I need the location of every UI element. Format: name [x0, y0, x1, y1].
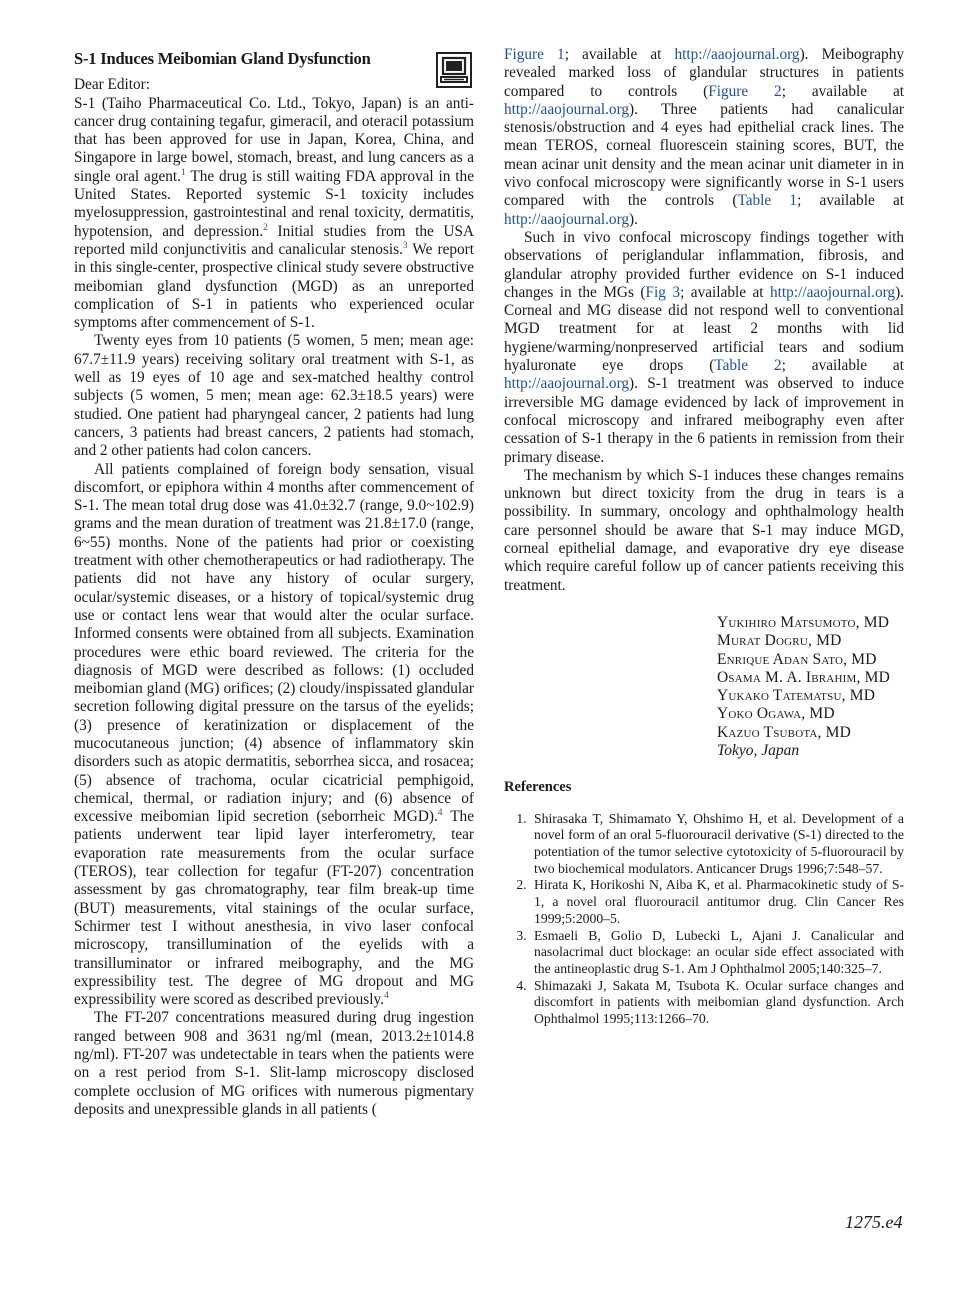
paragraph-4: The FT-207 concentrations measured during drug ingestion ranged between 908 and 3631 ng/ml (mean, 2013.2±1014.8 ng/ml). FT-207 was undetectable in tears when the patients were on a rest period from S-1. Slit-lamp microscopy disclosed complete occlusion of MG orifices with numerous pigmentary deposits and unexpressible glands in all patients (	[74, 1009, 474, 1118]
url-link-2[interactable]: http://aaojournal.org	[504, 100, 630, 118]
salutation: Dear Editor:	[74, 76, 151, 94]
references-heading: References	[504, 779, 572, 796]
table-1-link[interactable]: Table 1	[737, 192, 798, 210]
author-name: Yukihiro Matsumoto, MD	[717, 613, 890, 631]
article-title: S-1 Induces Meibomian Gland Dysfunction	[74, 49, 371, 68]
left-column	[74, 46, 474, 1119]
paragraph-4-continued: Figure 1; available at http://aaojournal.org). Meibography revealed marked loss of glandular structures in patients compared to controls (Figure 2; available at http://aaojournal.org). Three patients had canalicular stenosis/obstruction and 4 eyes had epithelial crack lines. The mean TEROS, corneal fluorescein staining scores, BUT, the mean acinar unit density and the mean acinar unit diameter in in vivo confocal microscopy were significantly worse in S-1 users compared with the controls (Table 1; available at http://aaojournal.org).	[504, 46, 904, 228]
right-column	[504, 46, 904, 1028]
citation-3[interactable]: 3	[402, 240, 408, 251]
author-name: Murat Dogru, MD	[717, 632, 842, 650]
figure-2-link[interactable]: Figure 2	[708, 82, 782, 100]
url-link-4[interactable]: http://aaojournal.org	[770, 283, 896, 301]
author-location: Tokyo, Japan	[717, 741, 800, 759]
figure-1-link[interactable]: Figure 1	[504, 46, 565, 63]
reference-item: 2. Hirata K, Horikoshi N, Aiba K, et al. Pharmacokinetic study of S-1, a novel oral fluorouracil antitumor drug. Clin Cancer Res 1999;5:2000–5.	[530, 877, 904, 927]
url-link-1[interactable]: http://aaojournal.org	[674, 46, 800, 63]
paragraph-3: All patients complained of foreign body sensation, visual discomfort, or epiphora within 4 months after commencement of S-1. The mean total drug dose was 41.0±32.7 (range, 9.0~102.9) grams and the mean duration of treatment was 21.8±17.0 (range, 6~55) months. None of the patients had prior or coexisting treatment with other chemotherapeutics or had radiotherapy. The patients did not have any history of ocular surgery, ocular/systemic diseases, or a history of topical/systemic drug use or contact lens wear that would alter the ocular surface. Informed consents were obtained from all subjects. Examination procedures were ethic board reviewed. The criteria for the diagnosis of MGD were described as follows: (1) occluded meibomian gland (MG) orifices; (2) cloudy/inspissated glandular secretion following digital pressure on the tarsus of the eyelids; (3) presence of keratinization or displacement of the mucocutaneous junction; (4) absence of inflammatory skin disorders such as atopic dermatitis, seborrhea sicca, and rosacea; (5) absence of trachoma, ocular cicatricial pemphigoid, chemical, thermal, or radiation injury; and (6) absence of excessive meibomian lipid secretion (seborrheic MGD).$^4$ The patients underwent tear lipid layer interferometry, tear evaporation rate measurements from the ocular surface (TEROS), tear collection for tegafur (FT-207) concentration assessment by gas chromatography, tear film break-up time (BUT) measurements, vital stainings of the ocular surface, Schirmer test I without anesthesia, in vivo laser confocal microscopy, transillumination of the eyelids with a transilluminator or infrared meibography, and the MG expressibility test. The degree of MG dropout and MG expressibility were scored as described previously.$^4$	[74, 460, 474, 1009]
author-name: Osama M. A. Ibrahim, MD	[717, 668, 890, 686]
reference-item: 1. Shirasaka T, Shimamato Y, Ohshimo H, et al. Development of a novel form of an oral 5-fluorouracil derivative (S-1) directed to the potentiation of the tumor selective cytotoxicity of 5-fluorouracil by two biochemical modulators. Anticancer Drugs 1996;7:548–57.	[530, 811, 904, 878]
paragraph-6: The mechanism by which S-1 induces these changes remains unknown but direct toxicity from the drug in tears is a possibility. In summary, oncology and ophthalmology health care personnel should be aware that S-1 may induce MGD, corneal epithelial damage, and evaporative dry eye disease which require careful follow up of cancer patients receiving this treatment.	[504, 466, 904, 594]
reference-item: 4. Shimazaki J, Sakata M, Tsubota K. Ocular surface changes and discomfort in patients with meibomian gland dysfunction. Arch Ophthalmol 1995;113:1266–70.	[530, 978, 904, 1028]
author-name: Yoko Ogawa, MD	[717, 705, 835, 723]
reference-list	[504, 811, 904, 1028]
citation-4-repeat[interactable]: 4	[383, 991, 389, 1002]
page-number: 1275.e4	[845, 1212, 903, 1232]
table-2-link[interactable]: Table 2	[714, 357, 782, 375]
paragraph-1: S-1 (Taiho Pharmaceutical Co. Ltd., Tokyo, Japan) is an anti-cancer drug containing tegafur, gimeracil, and oteracil potassium that has been approved for use in Japan, Korea, China, and Singapore in large bowel, stomach, breast, and lung cancers as a single oral agent.$^1$ The drug is still waiting FDA approval in the United States. Reported systemic S-1 toxicity includes myelosuppression, gastrointestinal and renal toxicity, dermatitis, hypotension, and depression.$^2$ Initial studies from the USA reported mild conjunctivitis and canalicular stenosis.$^3$ We report in this single-center, prospective clinical study severe obstructive meibomian gland dysfunction (MGD) as an unreported complication of S-1 in patients who experienced ocular symptoms after commencement of S-1.	[74, 94, 474, 332]
author-name: Yukako Tatematsu, MD	[717, 687, 876, 705]
reference-item: 3. Esmaeli B, Golio D, Lubecki L, Ajani J. Canalicular and nasolacrimal duct blockage: an ocular side effect associated with the antineoplastic drug S-1. Am J Ophthalmol 2005;140:325–7.	[530, 928, 904, 978]
url-link-5[interactable]: http://aaojournal.org	[504, 375, 630, 393]
author-name: Enrique Adan Sato, MD	[717, 650, 877, 668]
paragraph-5: Such in vivo confocal microscopy findings together with observations of periglandular inflammation, fibrosis, and glandular atrophy provided further evidence on S-1 induced changes in the MGs (Fig 3; available at http://aaojournal.org). Corneal and MG disease did not respond well to conventional MGD treatment for at least 2 months with lid hygiene/warming/nonpreserved artificial tears and sodium hyaluronate eye drops (Table 2; available at http://aaojournal.org). S-1 treatment was observed to induce irreversible MG damage evidenced by lack of improvement in confocal microscopy and infrared meibography even after cessation of S-1 therapy in the 6 patients in remission from their primary disease.	[504, 228, 904, 466]
figure-3-link[interactable]: Fig 3	[645, 283, 681, 301]
author-name: Kazuo Tsubota, MD	[717, 723, 852, 741]
citation-1[interactable]: 1	[181, 167, 186, 178]
citation-2[interactable]: 2	[263, 222, 268, 233]
citation-4[interactable]: 4	[437, 808, 443, 819]
paragraph-2: Twenty eyes from 10 patients (5 women, 5 men; mean age: 67.7±11.9 years) receiving solitary oral treatment with S-1, as well as 19 eyes of 10 age and sex-matched healthy control subjects (5 women, 5 men; mean age: 62.3±18.5 years) were studied. One patient had pharyngeal cancer, 2 patients had lung cancers, 3 patients had breast cancers, 2 patients had stomach, and 2 other patients had colon cancers.	[74, 332, 474, 460]
url-link-3[interactable]: http://aaojournal.org	[504, 210, 630, 228]
author-list	[504, 614, 904, 760]
